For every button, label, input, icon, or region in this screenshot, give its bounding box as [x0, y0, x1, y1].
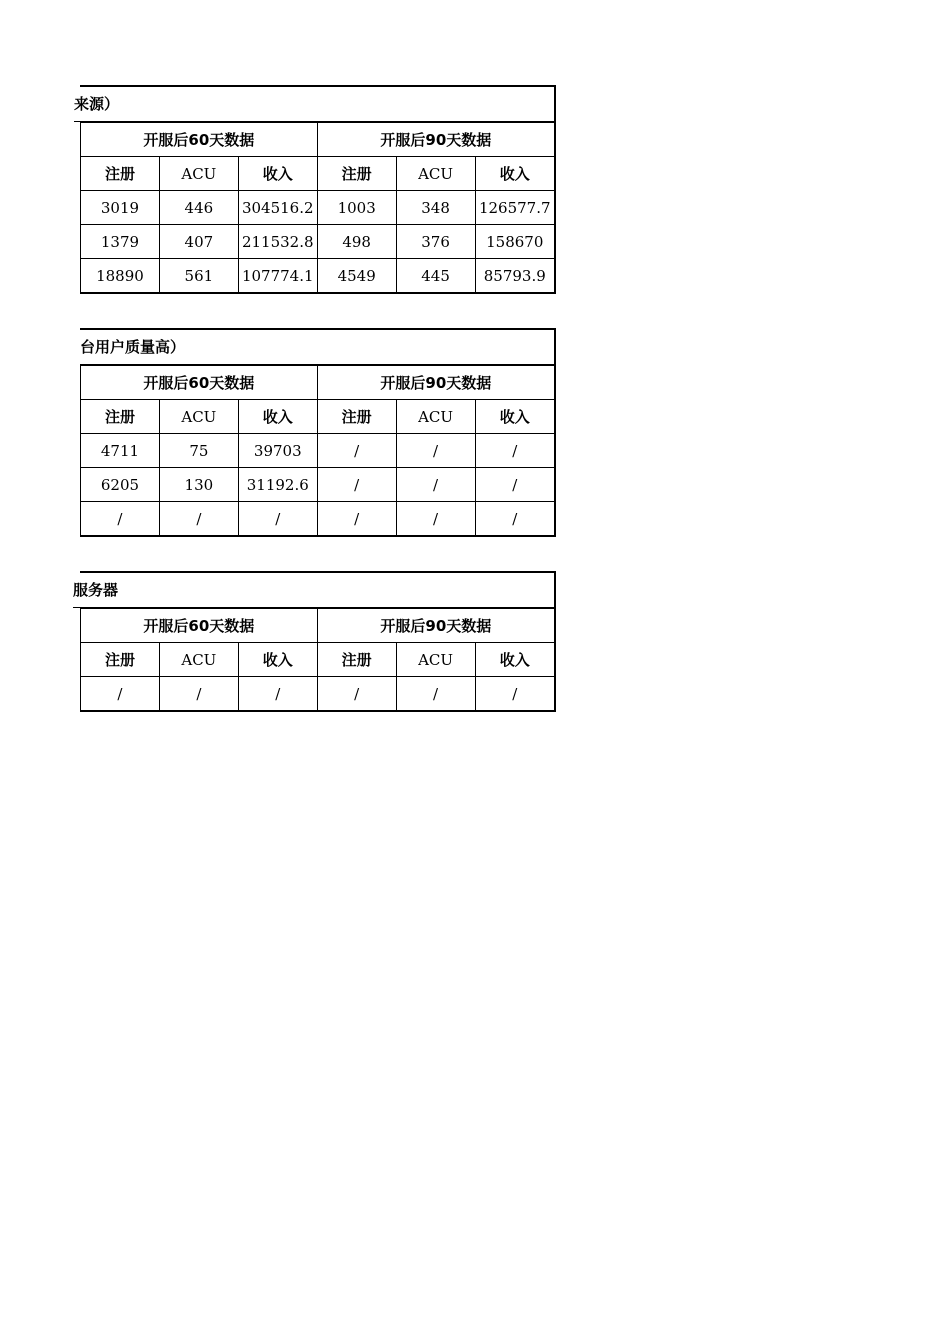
col-header: 注册: [317, 157, 396, 191]
cell: /: [81, 677, 160, 711]
column-header-row: [81, 643, 555, 677]
table-row: [81, 468, 555, 502]
col-header: 注册: [81, 400, 160, 434]
col-header: 注册: [317, 400, 396, 434]
cell: 39703: [238, 434, 317, 468]
table-title: 服务器: [73, 573, 554, 608]
cell: /: [238, 677, 317, 711]
cell: /: [475, 434, 554, 468]
cell: 1379: [81, 225, 160, 259]
col-header: ACU: [396, 400, 475, 434]
group-header-row: [81, 609, 555, 643]
table-row: [81, 502, 555, 536]
cell: /: [396, 677, 475, 711]
cell: /: [159, 677, 238, 711]
group-header-60: 开服后60天数据: [81, 366, 318, 400]
cell: 6205: [81, 468, 160, 502]
group-header-60: 开服后60天数据: [81, 123, 318, 157]
cell: 3019: [81, 191, 160, 225]
cell: 75: [159, 434, 238, 468]
data-table-2: [80, 328, 556, 537]
cell: 211532.8: [238, 225, 317, 259]
cell: 18890: [81, 259, 160, 293]
cell: 4711: [81, 434, 160, 468]
cell: 4549: [317, 259, 396, 293]
group-header-row: [81, 366, 555, 400]
group-header-90: 开服后90天数据: [317, 609, 554, 643]
data-table-1: [74, 85, 556, 294]
cell: /: [396, 468, 475, 502]
cell: 85793.9: [475, 259, 554, 293]
cell: 158670: [475, 225, 554, 259]
cell: 107774.1: [238, 259, 317, 293]
cell: /: [475, 502, 554, 536]
col-header: 注册: [317, 643, 396, 677]
table-row: [81, 259, 555, 293]
column-header-row: [81, 157, 555, 191]
col-header: 收入: [238, 157, 317, 191]
cell: /: [317, 502, 396, 536]
col-header: ACU: [159, 157, 238, 191]
data-table-3: [73, 571, 556, 712]
table-row: [81, 434, 555, 468]
cell: 31192.6: [238, 468, 317, 502]
table-title: 台用户质量高）: [80, 330, 554, 365]
col-header: 收入: [475, 400, 554, 434]
column-header-row: [81, 400, 555, 434]
cell: /: [317, 434, 396, 468]
cell: 561: [159, 259, 238, 293]
cell: 304516.2: [238, 191, 317, 225]
col-header: 收入: [475, 643, 554, 677]
table-row: [81, 677, 555, 711]
group-header-90: 开服后90天数据: [317, 123, 554, 157]
col-header: ACU: [396, 643, 475, 677]
cell: 126577.7: [475, 191, 554, 225]
group-header-90: 开服后90天数据: [317, 366, 554, 400]
cell: /: [396, 434, 475, 468]
cell: 446: [159, 191, 238, 225]
cell: /: [475, 677, 554, 711]
col-header: 收入: [238, 400, 317, 434]
col-header: ACU: [159, 400, 238, 434]
cell: /: [396, 502, 475, 536]
col-header: 收入: [238, 643, 317, 677]
col-header: 注册: [81, 643, 160, 677]
cell: /: [159, 502, 238, 536]
col-header: 收入: [475, 157, 554, 191]
table-grid: [80, 365, 554, 535]
group-header-60: 开服后60天数据: [81, 609, 318, 643]
cell: 376: [396, 225, 475, 259]
table-row: [81, 225, 555, 259]
cell: 445: [396, 259, 475, 293]
cell: 1003: [317, 191, 396, 225]
cell: 130: [159, 468, 238, 502]
cell: /: [317, 468, 396, 502]
group-header-row: [81, 123, 555, 157]
table-title: 来源）: [74, 87, 554, 122]
table-grid: [80, 122, 554, 292]
cell: 407: [159, 225, 238, 259]
table-row: [81, 191, 555, 225]
col-header: 注册: [81, 157, 160, 191]
cell: /: [317, 677, 396, 711]
cell: 498: [317, 225, 396, 259]
col-header: ACU: [159, 643, 238, 677]
cell: 348: [396, 191, 475, 225]
cell: /: [81, 502, 160, 536]
cell: /: [238, 502, 317, 536]
cell: /: [475, 468, 554, 502]
col-header: ACU: [396, 157, 475, 191]
table-grid: [80, 608, 554, 710]
